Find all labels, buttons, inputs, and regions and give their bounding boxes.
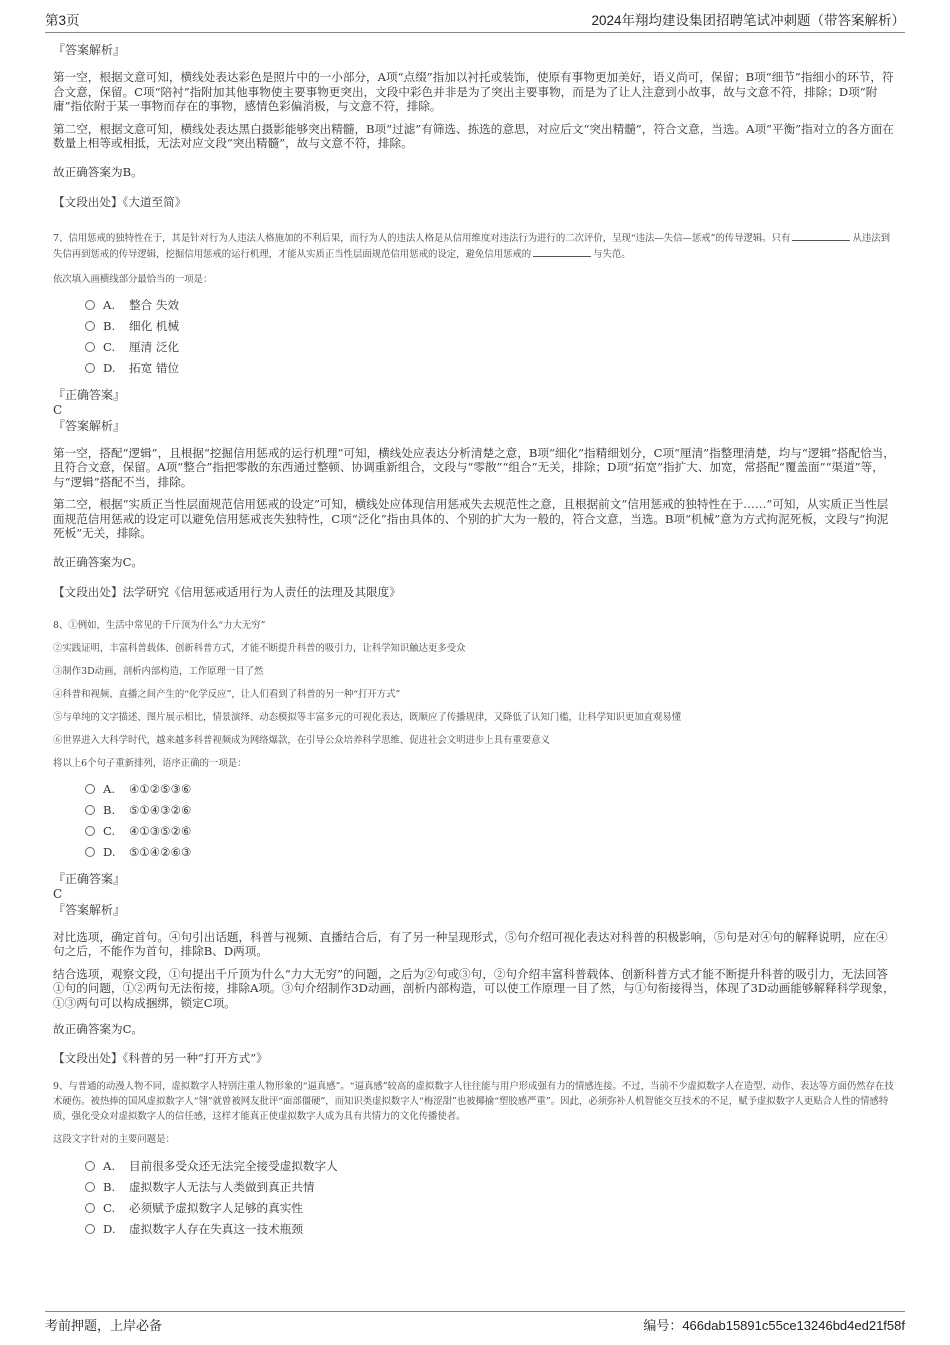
- q7-option-a[interactable]: A. 整合 失效: [85, 295, 898, 316]
- q8-options: [85, 779, 898, 863]
- q6-analysis-2: 第二空，根据文意可知，横线处表达黑白摄影能够突出精髓，B项“过滤”有筛选、拣选的意思，对应后文“突出精髓”，符合文意，当选。A项“平衡”指对立的各方面在数量上相等或相抵，无法对应文段“突出精髓”，故与文意不符，排除。: [53, 121, 894, 150]
- q8-analysis-1: 对比选项，确定首句。④句引出话题，科普与视频、直播结合后，有了另一种呈现形式，⑤句介绍可视化表达对科普的积极影响，⑤句是对④句的解释说明，应在④句之后，不能作为首句，排除B、D两项。: [53, 929, 888, 958]
- q7-option-b[interactable]: B. 细化 机械: [85, 316, 898, 337]
- q8-sentence-6: ⑥世界进入大科学时代，越来越多科普视频成为网络爆款，在引导公众培养科学思维、促进社会文明进步上具有重要意义: [53, 734, 550, 746]
- q8-analysis-2: 结合选项，观察文段，①句提出千斤顶为什么“力大无穷”的问题，之后为②句或③句，②句介绍丰富科普载体、创新科普方式才能不断提升科普的吸引力，无法回答①句的问题，①②两句无法衔接，排除A项。③句介绍制作3D动画，剖析内部构造，可以使工作原理一目了然，与①句衔接得当，体现了3D动画能够解释科学现象，①③两句可以构成捆绑，锁定C项。: [53, 966, 895, 1010]
- q7-stem-part-3: 与失范。: [593, 248, 631, 260]
- q9-option-b[interactable]: B. 虚拟数字人无法与人类做到真正共情: [85, 1176, 898, 1197]
- q7-blank-2: [533, 246, 591, 257]
- q7-blank-1: [792, 230, 850, 241]
- q8-answer: C: [53, 886, 63, 901]
- q8-stem: 8、①例如，生活中常见的千斤顶为什么“力大无穷”: [53, 619, 266, 631]
- q7-stem: [53, 230, 898, 262]
- q7-option-c[interactable]: C. 厘清 泛化: [85, 337, 898, 358]
- radio-icon[interactable]: [85, 342, 95, 352]
- radio-icon[interactable]: [85, 805, 95, 815]
- answer-label: 『正确答案』: [53, 871, 126, 886]
- radio-icon[interactable]: [85, 363, 95, 373]
- analysis-label: 『答案解析』: [53, 418, 126, 433]
- radio-icon[interactable]: [85, 847, 95, 857]
- q9-options: [85, 1155, 898, 1239]
- q6-source: 【文段出处】《大道至简》: [53, 195, 187, 209]
- document-id: [643, 1315, 905, 1334]
- q7-analysis-1: 第一空，搭配“逻辑”，且根据“挖掘信用惩戒的运行机理”可知，横线处应表达分析清楚之意，B项“细化”指精细划分，C项“厘清”指整理清楚，均与“逻辑”搭配恰当，且符合文意，保留。A项“整合”指把零散的东西通过整顿、协调重新组合，文段与“零散”“组合”无关，排除；D项“拓宽”指扩大、加宽，常搭配“覆盖面”“渠道”等，与“逻辑”搭配不当，排除。: [53, 445, 895, 489]
- q8-sentence-2: ②实践证明，丰富科普载体、创新科普方式，才能不断提升科普的吸引力，让科学知识触达更多受众: [53, 642, 466, 654]
- q8-option-c[interactable]: C. ④①③⑤②⑥: [85, 821, 898, 842]
- q7-analysis-2: 第二空，根据“实质正当性层面规范信用惩戒的设定”可知，横线处应体现信用惩戒失去规范性之意，且根据前文“信用惩戒的独特性在于……”可知，从实质正当性层面规范信用惩戒的设定可以避免信用惩戒丧失独特性，C项“泛化”指由具体的、个别的扩大为一般的，符合文意，当选。B项“机械”意为方式拘泥死板，文段与“拘泥死板”无关，排除。: [53, 497, 889, 540]
- radio-icon[interactable]: [85, 1161, 95, 1171]
- q9-option-c[interactable]: C. 必须赋予虚拟数字人足够的真实性: [85, 1197, 898, 1218]
- main-content: [53, 42, 898, 1247]
- q7-stem-part-1: 7、信用惩戒的独特性在于，其是针对行为人违法人格施加的不利后果，而行为人的违法人格是从信用维度对违法行为进行的二次评价，呈现“违法—失信—惩戒”的传导逻辑。只有: [53, 232, 791, 244]
- page-footer: [45, 1311, 905, 1334]
- radio-icon[interactable]: [85, 784, 95, 794]
- q9-option-d[interactable]: D. 虚拟数字人存在失真这一技术瓶颈: [85, 1218, 898, 1239]
- q7-source: 【文段出处】法学研究《信用惩戒适用行为人责任的法理及其限度》: [53, 585, 401, 599]
- radio-icon[interactable]: [85, 321, 95, 331]
- q9-option-a[interactable]: A. 目前很多受众还无法完全接受虚拟数字人: [85, 1155, 898, 1176]
- q7-option-d[interactable]: D. 拓宽 错位: [85, 358, 898, 379]
- q8-conclusion: 故正确答案为C。: [53, 1022, 144, 1036]
- q8-option-a[interactable]: A. ④①②⑤③⑥: [85, 779, 898, 800]
- radio-icon[interactable]: [85, 826, 95, 836]
- q7-prompt: 依次填入画横线部分最恰当的一项是：: [53, 273, 213, 285]
- analysis-label: 『答案解析』: [53, 43, 126, 57]
- page-number: 第3页: [45, 13, 80, 28]
- q8-option-b[interactable]: B. ⑤①④③②⑥: [85, 800, 898, 821]
- q8-sentence-4: ④科普和视频、直播之间产生的“化学反应”，让人们看到了科普的另一种“打开方式”: [53, 688, 401, 700]
- q8-option-d[interactable]: D. ⑤①④②⑥③: [85, 842, 898, 863]
- q9-prompt: 这段文字针对的主要问题是：: [53, 1134, 175, 1145]
- document-id-value: 466dab15891c55ce13246bd4ed21f58f: [682, 1318, 905, 1333]
- footer-slogan: 考前押题，上岸必备: [45, 1318, 163, 1333]
- document-title: 2024年翔均建设集团招聘笔试冲刺题（带答案解析）: [591, 13, 905, 28]
- q8-prompt: 将以上6个句子重新排列，语序正确的一项是：: [53, 757, 247, 769]
- analysis-label: 『答案解析』: [53, 902, 126, 917]
- page-header: [45, 6, 905, 33]
- answer-label: 『正确答案』: [53, 387, 126, 402]
- q8-source: 【文段出处】《科普的另一种“打开方式”》: [53, 1050, 268, 1065]
- radio-icon[interactable]: [85, 1182, 95, 1192]
- q9-stem: 9、与普通的动漫人物不同，虚拟数字人特别注重人物形象的“逼真感”。“逼真感”较高的虚拟数字人往往能与用户形成强有力的情感连接。不过，当前不少虚拟数字人在造型、动作、表达等方面仍然存在技术硬伤。被热捧的国风虚拟数字人“翎”就曾被网友批评“面部僵硬”，而知识类虚拟数字人“梅涩甜”也被揶揄“塑胶感严重”。因此，必须弥补人机智能交互技术的不足，赋予虚拟数字人更贴合人性的情感特质，强化受众对虚拟数字人的信任感，这样才能真正使虚拟数字人成为具有共情力的文化传播使者。: [53, 1081, 894, 1122]
- radio-icon[interactable]: [85, 1224, 95, 1234]
- q8-sentence-3: ③制作3D动画，剖析内部构造，工作原理一目了然: [53, 665, 264, 677]
- q7-answer: C: [53, 402, 63, 417]
- document-id-label: 编号：: [643, 1318, 683, 1333]
- q7-stem-part-2: 从违法到失信再到惩戒的传导逻辑，挖掘信用惩戒的运行机理，才能从实质正当性层面规范信用惩戒的设定，避免信用惩戒的: [53, 232, 890, 260]
- radio-icon[interactable]: [85, 300, 95, 310]
- q7-conclusion: 故正确答案为C。: [53, 554, 144, 569]
- q6-analysis-1: 第一空，根据文意可知，横线处表达彩色是照片中的一小部分，A项“点缀”指加以衬托或装饰，使原有事物更加美好，语义尚可，保留；B项“细节”指细小的环节，符合文意，保留。C项“陪衬”指附加其他事物使主要事物更突出，文段中彩色并非是为了突出主要事物，而是为了让人注意到小故事，故与文意不符，排除；D项“附庸”指依附于某一事物而存在的事物，感情色彩偏消极，与文意不符，排除。: [53, 70, 894, 113]
- q8-sentence-5: ⑤与单纯的文字描述、图片展示相比，情景演绎、动态模拟等丰富多元的可视化表达，既顺应了传播规律，又降低了认知门槛，让科学知识更加直观易懂: [53, 711, 682, 723]
- q6-conclusion: 故正确答案为B。: [53, 164, 143, 179]
- radio-icon[interactable]: [85, 1203, 95, 1213]
- q7-options: [85, 295, 898, 379]
